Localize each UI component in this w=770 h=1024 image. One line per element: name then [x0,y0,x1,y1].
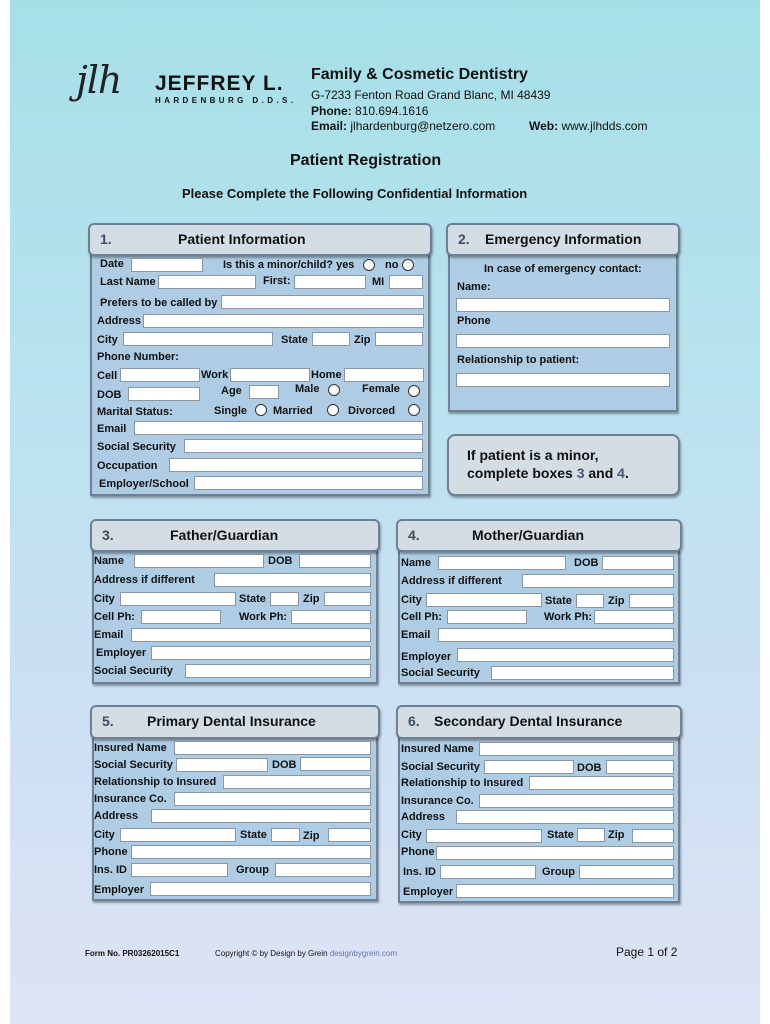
employer-school-label: Employer/School [99,478,189,490]
section-number: 6. [408,713,420,729]
primary-group-label: Group [236,864,269,876]
primary-zip-label: Zip [303,830,320,842]
primary-phone-field[interactable] [131,845,371,859]
mother-cell-label: Cell Ph: [401,611,442,623]
date-field[interactable] [131,258,203,272]
secondary-address-label: Address [401,811,446,823]
ssn-field[interactable] [184,439,423,453]
primary-zip-field[interactable] [328,828,371,842]
father-tab [90,519,380,552]
married-radio[interactable] [327,404,339,416]
section-title: Mother/Guardian [472,527,585,543]
secondary-ssn-label: Social Security [401,761,480,773]
minor-no-radio[interactable] [402,259,414,271]
mother-email-field[interactable] [438,628,674,642]
work-label: Work [201,369,229,381]
mother-state-label: State [545,595,572,607]
primary-insid-field[interactable] [131,863,228,877]
prefers-label: Prefers to be called by [100,297,218,309]
box-4-ref: 4 [617,465,625,481]
last-name-label: Last Name [100,276,156,288]
age-field[interactable] [249,385,279,399]
primary-company-label: Insurance Co. [94,793,167,805]
secondary-relationship-label: Relationship to Insured [401,777,524,789]
primary-ssn-label: Social Security [94,759,173,771]
female-radio[interactable] [408,385,420,397]
primary-state-label: State [240,829,267,841]
primary-employer-field[interactable] [150,882,371,896]
secondary-ssn-field[interactable] [484,760,574,774]
father-cell-field[interactable] [141,610,221,624]
secondary-address-field[interactable] [456,810,674,824]
emergency-relationship-field[interactable] [456,373,670,387]
secondary-zip-field[interactable] [632,829,674,843]
email-field[interactable] [134,421,423,435]
primary-state-field[interactable] [271,828,300,842]
single-radio[interactable] [255,404,267,416]
section-number: 5. [102,713,114,729]
primary-insured-field[interactable] [174,741,371,755]
section-title: Emergency Information [485,231,642,247]
primary-address-field[interactable] [151,809,371,823]
father-address-field[interactable] [214,573,371,587]
minor-note [447,434,680,496]
primary-insid-label: Ins. ID [94,864,128,876]
minor-note-and: and [584,465,618,481]
prefers-field[interactable] [221,295,424,309]
city-field[interactable] [123,332,273,346]
father-state-label: State [239,593,266,605]
minor-yes-radio[interactable] [363,259,375,271]
primary-address-label: Address [94,810,139,822]
email-label: Email [97,423,127,435]
mother-email-label: Email [401,629,431,641]
secondary-state-field[interactable] [577,828,605,842]
home-label: Home [311,369,342,381]
practice-email: Email: jlhardenburg@netzero.com [311,119,496,133]
primary-dob-field[interactable] [300,757,371,771]
copyright: Copyright © by Design by Grein designbygrein.com [215,949,397,958]
address-label: Address [97,315,142,327]
cell-label: Cell [97,370,118,382]
father-ssn-label: Social Security [94,665,173,677]
secondary-insured-field[interactable] [479,742,674,756]
divorced-label: Divorced [348,405,396,417]
mother-city-field[interactable] [426,593,542,607]
secondary-dob-field[interactable] [606,760,674,774]
secondary-company-field[interactable] [479,794,674,808]
father-email-label: Email [94,629,124,641]
secondary-phone-field[interactable] [436,846,674,860]
dob-field[interactable] [128,387,200,401]
primary-phone-label: Phone [94,846,128,858]
city-label: City [97,334,118,346]
father-email-field[interactable] [131,628,371,642]
secondary-relationship-field[interactable] [529,776,674,790]
secondary-zip-label: Zip [608,829,625,841]
primary-insurance-tab [90,705,380,739]
secondary-insurance-tab [396,705,682,739]
mother-ssn-field[interactable] [491,666,674,680]
single-label: Single [214,405,248,417]
marital-label: Marital Status: [97,406,173,418]
father-name-field[interactable] [134,554,264,568]
father-zip-label: Zip [303,593,320,605]
mother-dob-label: DOB [574,557,599,569]
secondary-dob-label: DOB [577,762,602,774]
form-page [10,0,760,1024]
secondary-state-label: State [547,829,574,841]
primary-relationship-field[interactable] [223,775,371,789]
mother-employer-field[interactable] [457,648,674,662]
form-title: Patient Registration [290,152,442,169]
practice-phone: Phone: 810.694.1616 [311,104,429,118]
emergency-info-box [448,254,678,412]
designer-link[interactable]: designbygrein.com [329,949,397,958]
occupation-field[interactable] [169,458,423,472]
form-number: Form No. PR03262015C1 [85,949,180,958]
page-number: Page 1 of 2 [616,945,678,959]
mother-name-field[interactable] [438,556,566,570]
married-label: Married [273,405,313,417]
primary-group-field[interactable] [275,863,371,877]
male-label: Male [295,383,320,395]
section-title: Patient Information [178,231,306,247]
ssn-label: Social Security [97,441,176,453]
secondary-city-field[interactable] [426,829,542,843]
zip-field[interactable] [375,332,423,346]
secondary-city-label: City [401,829,422,841]
father-dob-label: DOB [268,555,293,567]
last-name-field[interactable] [158,275,256,289]
father-work-label: Work Ph: [239,611,288,623]
logo-monogram: jlh [76,58,122,102]
primary-ssn-field[interactable] [176,758,268,772]
minor-no-label: no [385,259,399,271]
section-title: Primary Dental Insurance [147,713,316,729]
secondary-employer-field[interactable] [456,884,674,898]
mother-ssn-label: Social Security [401,667,480,679]
female-label: Female [362,383,400,395]
primary-insured-label: Insured Name [94,742,167,754]
father-address-label: Address if different [94,574,195,586]
primary-city-label: City [94,829,115,841]
emergency-name-label: Name: [457,281,491,293]
practice-name: Family & Cosmetic Dentistry [311,66,528,83]
home-field[interactable] [344,368,424,382]
father-employer-label: Employer [96,647,147,659]
section-number: 3. [102,527,114,543]
father-work-field[interactable] [291,610,371,624]
age-label: Age [221,385,242,397]
male-radio[interactable] [328,384,340,396]
emergency-phone-field[interactable] [456,334,670,348]
primary-company-field[interactable] [174,792,371,806]
first-name-field[interactable] [294,275,366,289]
minor-question: Is this a minor/child? yes [223,259,355,271]
mi-field[interactable] [389,275,423,289]
mother-work-field[interactable] [594,610,674,624]
mother-state-field[interactable] [576,594,604,608]
father-city-field[interactable] [120,592,236,606]
first-name-label: First: [263,275,291,287]
section-number: 1. [100,231,112,247]
divorced-radio[interactable] [408,404,420,416]
father-dob-field[interactable] [299,554,371,568]
mother-employer-label: Employer [401,651,452,663]
phone-number-label: Phone Number: [97,351,179,363]
employer-school-field[interactable] [194,476,423,490]
section-number: 4. [408,527,420,543]
father-name-label: Name [94,555,124,567]
section-number: 2. [458,231,470,247]
logo-subtitle: HARDENBURG D.D.S. [155,96,297,105]
cell-field[interactable] [120,368,200,382]
secondary-insured-label: Insured Name [401,743,474,755]
patient-info-tab [88,223,432,256]
primary-city-field[interactable] [120,828,236,842]
date-label: Date [100,258,124,270]
secondary-insid-field[interactable] [440,865,536,879]
practice-address: G-7233 Fenton Road Grand Blanc, MI 48439 [311,88,551,102]
mother-name-label: Name [401,557,431,569]
mother-zip-label: Zip [608,595,625,607]
state-field[interactable] [312,332,350,346]
mother-dob-field[interactable] [602,556,674,570]
father-city-label: City [94,593,115,605]
secondary-group-field[interactable] [579,865,674,879]
father-cell-label: Cell Ph: [94,611,135,623]
secondary-company-label: Insurance Co. [401,795,474,807]
primary-employer-label: Employer [94,884,145,896]
secondary-insid-label: Ins. ID [403,866,437,878]
address-field[interactable] [143,314,424,328]
state-label: State [281,334,308,346]
mi-label: MI [372,276,385,288]
secondary-employer-label: Employer [403,886,454,898]
father-ssn-field[interactable] [185,664,371,678]
mother-cell-field[interactable] [447,610,527,624]
emergency-info-tab [446,223,680,256]
section-title: Secondary Dental Insurance [434,713,623,729]
secondary-group-label: Group [542,866,575,878]
mother-zip-field[interactable] [629,594,674,608]
minor-note-line2: complete boxes [467,465,577,481]
emergency-relationship-label: Relationship to patient: [457,354,580,366]
mother-address-label: Address if different [401,575,502,587]
emergency-name-field[interactable] [456,298,670,312]
mother-address-field[interactable] [522,574,674,588]
emergency-intro: In case of emergency contact: [484,263,642,275]
form-subtitle: Please Complete the Following Confidential Information [182,186,528,201]
primary-dob-label: DOB [272,759,297,771]
father-zip-field[interactable] [324,592,371,606]
work-field[interactable] [230,368,310,382]
logo-name: JEFFREY L. [155,72,284,95]
father-employer-field[interactable] [151,646,371,660]
section-title: Father/Guardian [170,527,279,543]
primary-relationship-label: Relationship to Insured [94,776,217,788]
minor-note-dot: . [624,465,629,481]
emergency-phone-label: Phone [457,315,491,327]
mother-work-label: Work Ph: [544,611,593,623]
box-3-ref: 3 [576,465,585,481]
secondary-phone-label: Phone [401,846,435,858]
minor-note-line1: If patient is a minor, [467,447,599,463]
mother-tab [396,519,682,552]
father-state-field[interactable] [270,592,299,606]
zip-label: Zip [354,334,371,346]
dob-label: DOB [97,389,122,401]
practice-web: Web: www.jlhdds.com [529,119,648,133]
mother-city-label: City [401,594,422,606]
occupation-label: Occupation [97,460,158,472]
